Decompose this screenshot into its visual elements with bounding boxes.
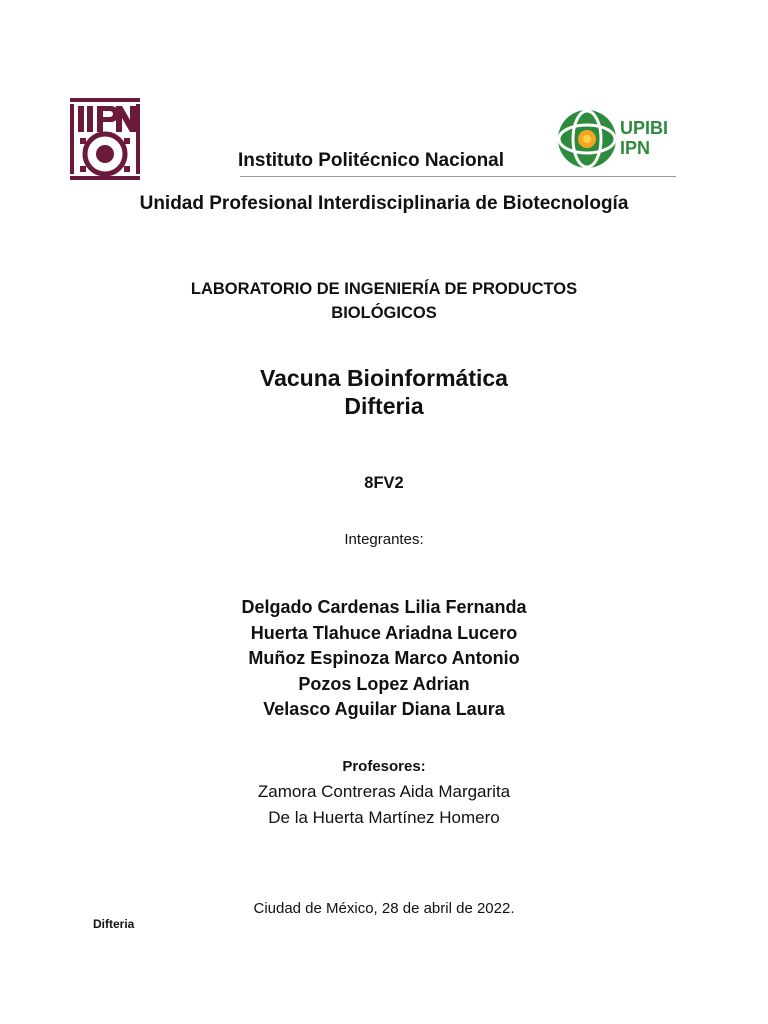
upibi-sun-icon xyxy=(556,108,618,170)
upibi-logo xyxy=(556,108,674,170)
course-title xyxy=(0,277,768,325)
member-name: Muñoz Espinoza Marco Antonio xyxy=(248,648,520,668)
group-code: 8FV2 xyxy=(364,474,404,492)
upibi-logo-line1: UPIBI xyxy=(620,118,669,138)
document-title xyxy=(0,364,768,420)
course-title-line2: BIOLÓGICOS xyxy=(331,304,437,322)
professors-list xyxy=(0,779,768,830)
member-name: Delgado Cardenas Lilia Fernanda xyxy=(241,597,527,617)
unit-name: Unidad Profesional Interdisciplinaria de Biotecnología xyxy=(139,193,629,214)
member-name: Huerta Tlahuce Ariadna Lucero xyxy=(250,622,518,643)
page-footer: Difteria xyxy=(93,917,135,931)
member-name: Velasco Aguilar Diana Laura xyxy=(263,699,505,719)
upibi-logo-line2: IPN xyxy=(620,138,651,158)
course-title-line1: LABORATORIO DE INGENIERÍA DE PRODUCTOS xyxy=(190,280,578,298)
document-title-line1: Vacuna Bioinformática xyxy=(260,365,508,391)
professors-label: Profesores: xyxy=(342,758,426,775)
professor-name: Zamora Contreras Aida Margarita xyxy=(257,782,511,801)
date-line: Ciudad de México, 28 de abril de 2022. xyxy=(253,900,515,917)
member-name: Pozos Lopez Adrian xyxy=(298,673,470,694)
members-label: Integrantes: xyxy=(344,531,424,548)
document-title-line2: Difteria xyxy=(344,393,424,419)
ipn-crest-icon xyxy=(66,92,144,184)
members-list xyxy=(0,595,768,723)
professor-name: De la Huerta Martínez Homero xyxy=(268,807,500,827)
institution-name: Instituto Politécnico Nacional xyxy=(238,150,505,171)
header-divider xyxy=(240,176,676,177)
